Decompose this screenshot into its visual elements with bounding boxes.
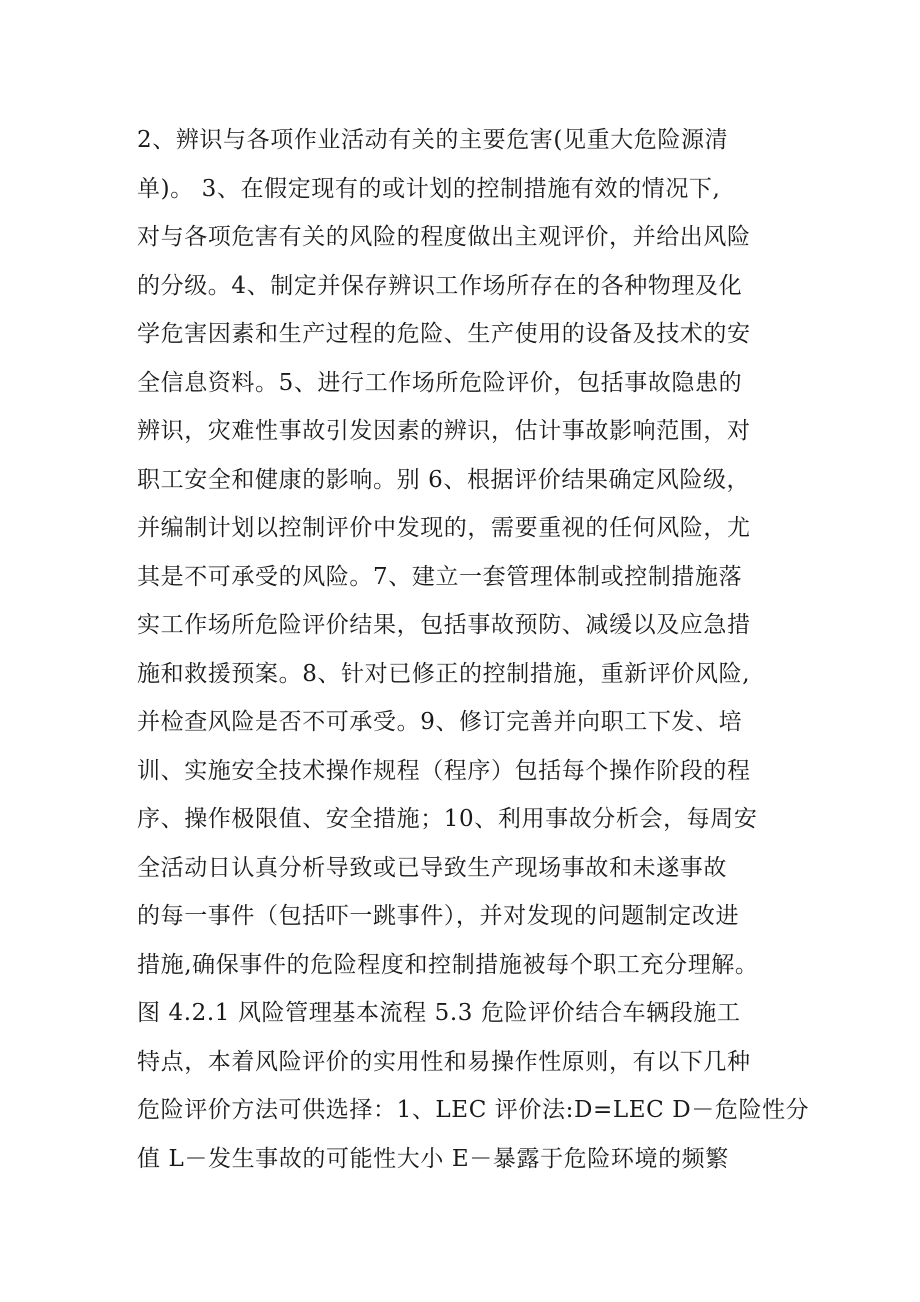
text-line: 措施,确保事件的危险程度和控制措施被每个职工充分理解。 [137,951,759,978]
text-line: 图 4.2.1 风险管理基本流程 5.3 危险评价结合车辆段施工 [137,1000,741,1026]
text-line: 全活动日认真分析导致或已导致生产现场事故和未遂事故 [137,854,727,881]
text-line: 单)。 3、在假定现有的或计划的控制措施有效的情况下, [137,175,721,202]
text-line: 其是不可承受的风险。7、建立一套管理体制或控制措施落 [137,563,743,590]
body-text [137,116,817,1183]
text-line: 并检查风险是否不可承受。9、修订完善并向职工下发、培 [137,709,743,735]
text-line: 值 L－发生事故的可能性大小 E－暴露于危险环境的频繁 [137,1145,729,1172]
text-line: 施和救援预案。8、针对已修正的控制措施，重新评价风险, [137,660,751,687]
text-line: 职工安全和健康的影响。别 6、根据评价结果确定风险级， [137,466,751,493]
text-line: 全信息资料。5、进行工作场所危险评价，包括事故隐患的 [137,369,743,396]
text-line: 学危害因素和生产过程的危险、生产使用的设备及技术的安 [137,321,751,347]
text-line: 的每一事件（包括吓一跳事件），并对发现的问题制定改进 [137,903,740,929]
text-line: 辨识，灾难性事故引发因素的辨识，估计事故影响范围，对 [137,418,751,444]
text-line: 实工作场所危险评价结果，包括事故预防、减缓以及应急措 [137,612,751,638]
text-line: 的分级。4、制定并保存辨识工作场所存在的各种物理及化 [137,272,743,299]
text-line: 2、辨识与各项作业活动有关的主要危害(见重大危险源清 [137,127,729,153]
text-line: 对与各项危害有关的风险的程度做出主观评价，并给出风险 [137,224,751,250]
text-line: 特点，本着风险评价的实用性和易操作性原则，有以下几种 [137,1048,751,1075]
text-line: 训、实施安全技术操作规程（程序）包括每个操作阶段的程 [137,757,751,784]
text-line: 序、操作极限值、安全措施；10、利用事故分析会，每周安 [137,806,758,832]
text-line: 危险评价方法可供选择：1、LEC 评价法:D=LEC D－危险性分 [137,1097,810,1123]
text-line: 并编制计划以控制评价中发现的，需要重视的任何风险，尤 [137,515,751,541]
